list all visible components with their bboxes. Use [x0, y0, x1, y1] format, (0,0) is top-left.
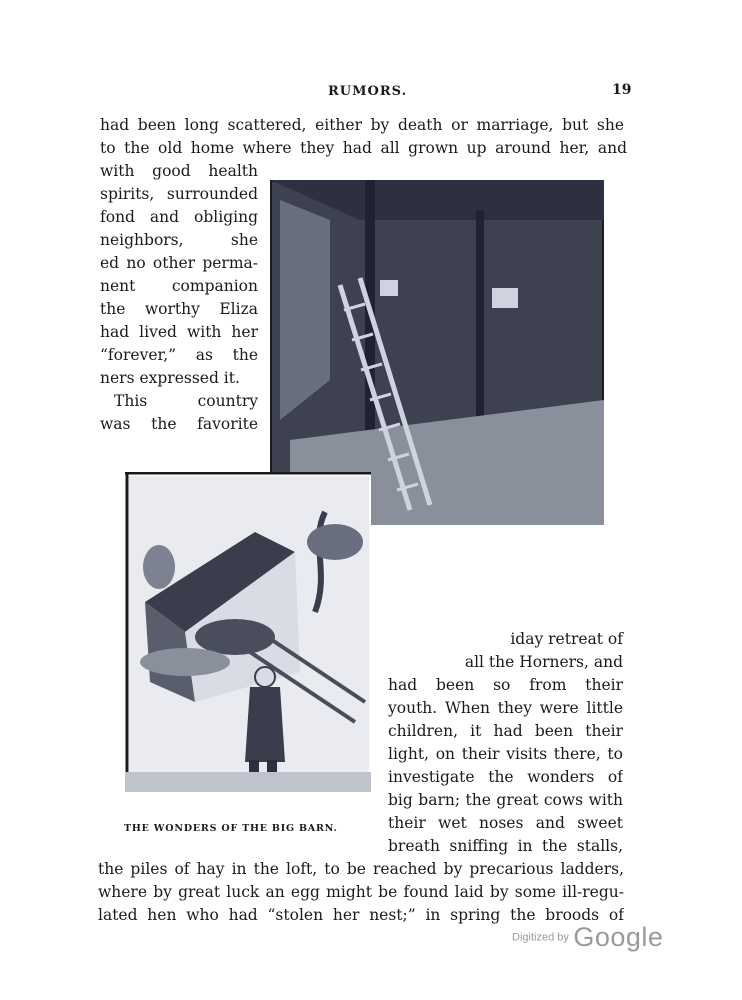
- text-line: This country: [114, 392, 258, 410]
- running-head: RUMORS.: [328, 84, 408, 99]
- illustration-caption: THE WONDERS OF THE BIG BARN.: [124, 823, 338, 834]
- page-number: 19: [612, 82, 632, 98]
- text-line: light, on their visits there, to: [388, 745, 623, 763]
- text-line: lated hen who had “stolen her nest;” in spring the broods of: [98, 906, 624, 924]
- text-line: fond and obliging: [100, 208, 258, 226]
- text-line: to the old home where they had all grown up around her, and: [100, 139, 627, 157]
- text-line: investigate the wonders of: [388, 768, 623, 786]
- text-line: ners expressed it.: [100, 369, 240, 387]
- digitized-watermark: [512, 922, 663, 953]
- text-line: youth. When they were little: [388, 699, 623, 717]
- text-line: children, it had been their: [388, 722, 623, 740]
- text-line: had lived with her: [100, 323, 258, 341]
- text-line: ed no other perma-: [100, 254, 258, 272]
- barn-yard-illustration: [125, 472, 371, 817]
- text-line: had been long scattered, either by death or marriage, but she: [100, 116, 624, 134]
- text-line: iday retreat of: [510, 630, 623, 648]
- barn-yard-drawing: [125, 472, 371, 817]
- text-line: breath sniffing in the stalls,: [388, 837, 623, 855]
- text-line: spirits, surrounded: [100, 185, 258, 203]
- text-line: the worthy Eliza: [100, 300, 258, 318]
- text-line: “forever,” as the: [100, 346, 258, 364]
- text-line: was the favorite: [100, 415, 258, 433]
- text-line: nent companion: [100, 277, 258, 295]
- text-line: neighbors, she: [100, 231, 258, 249]
- text-line: big barn; the great cows with: [388, 791, 623, 809]
- text-line: where by great luck an egg might be found laid by some ill-regu-: [98, 883, 624, 901]
- text-line: their wet noses and sweet: [388, 814, 623, 832]
- text-line: the piles of hay in the loft, to be reached by precarious ladders,: [98, 860, 624, 878]
- text-line: all the Horners, and: [464, 653, 623, 671]
- watermark-prefix: Digitized by: [512, 931, 569, 944]
- text-line: with good health: [100, 162, 258, 180]
- text-line: had been so from their: [388, 676, 623, 694]
- google-logo: Google: [573, 922, 664, 952]
